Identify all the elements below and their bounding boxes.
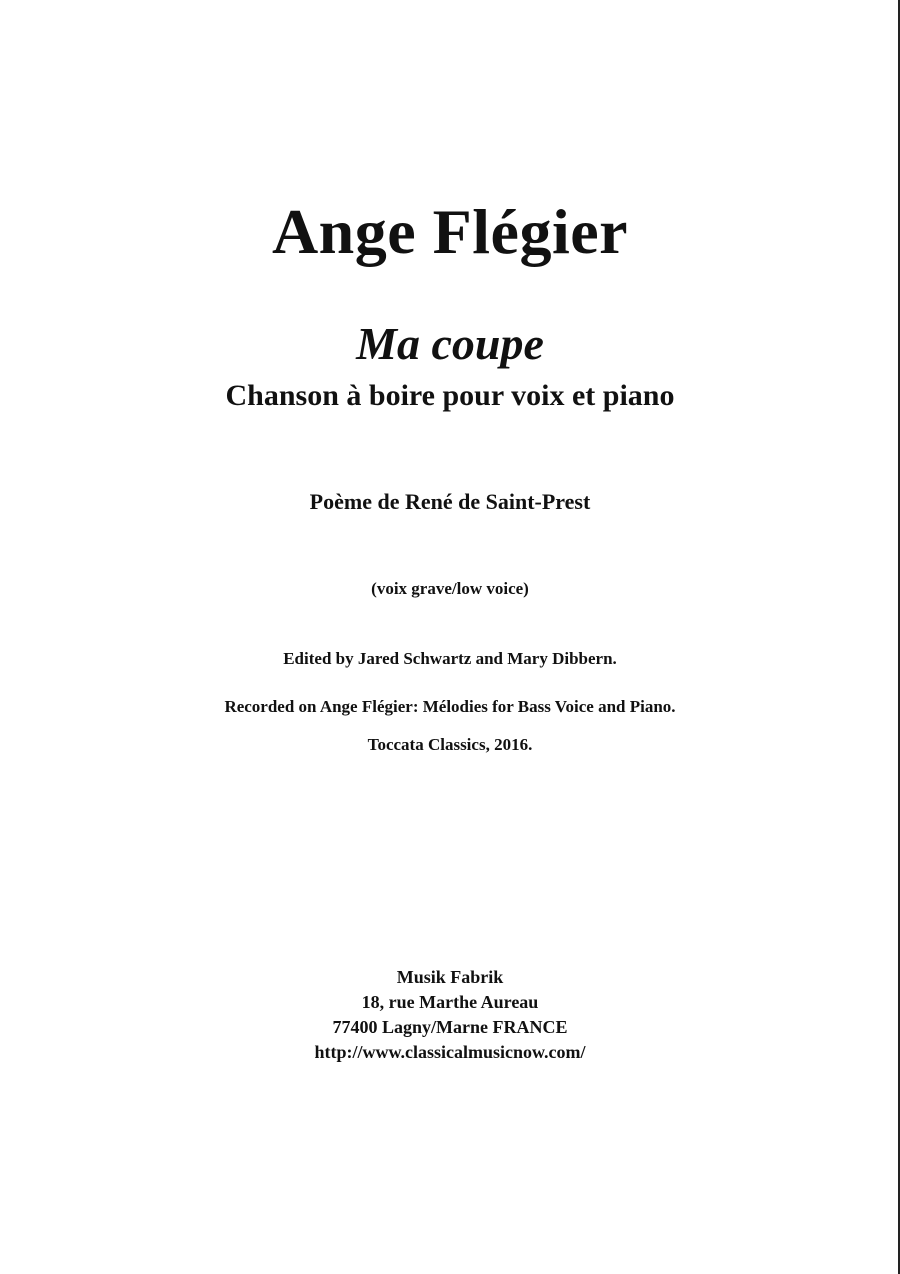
record-label: Toccata Classics, 2016. [367, 735, 533, 754]
composer-name: Ange Flégier [271, 196, 629, 267]
editors-credit: Edited by Jared Schwartz and Mary Dibbern. [283, 649, 617, 668]
work-title: Ma coupe [356, 318, 544, 369]
work-subtitle: Chanson à boire pour voix et piano [225, 379, 675, 412]
publisher-city: 77400 Lagny/Marne FRANCE [332, 1017, 568, 1037]
publisher-street: 18, rue Marthe Aureau [361, 992, 539, 1012]
publisher-url: http://www.classicalmusicnow.com/ [314, 1042, 586, 1062]
poem-credit: Poème de René de Saint-Prest [309, 489, 591, 514]
publisher-address [0, 965, 900, 1065]
recording-credit: Recorded on Ange Flégier: Mélodies for Bass Voice and Piano. [224, 697, 676, 716]
publisher-name: Musik Fabrik [396, 967, 504, 987]
voice-type: (voix grave/low voice) [371, 579, 529, 598]
